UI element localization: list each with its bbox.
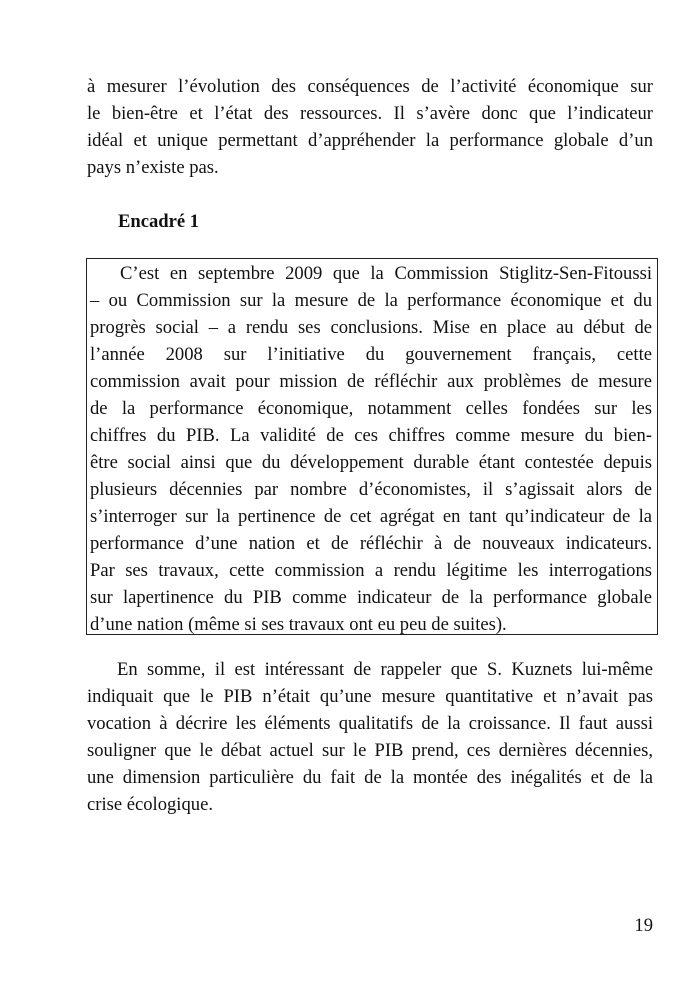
text-line: vocation à décrire les éléments qualitatifs de la croissance. Il faut aussi [87, 713, 653, 734]
text-line: de la performance économique, notamment celles fondées sur les [90, 398, 652, 419]
text-line: le bien-être et l’état des ressources. Il s’avère donc que l’indicateur [87, 103, 653, 124]
text-line: C’est en septembre 2009 que la Commission Stiglitz-Sen-Fitoussi [120, 263, 652, 284]
text-line: chiffres du PIB. La validité de ces chiffres comme mesure du bien- [90, 425, 652, 446]
text-line: performance d’une nation et de réfléchir à de nouveaux indicateurs. [90, 533, 652, 554]
paragraph-conclusion [87, 656, 653, 818]
text-line: crise écologique. [87, 794, 213, 815]
text-line: pays n’existe pas. [87, 157, 219, 178]
text-line: l’année 2008 sur l’initiative du gouvernement français, cette [90, 344, 652, 365]
text-line: progrès social – a rendu ses conclusions. Mise en place au début de [90, 317, 652, 338]
text-line: En somme, il est intéressant de rappeler que S. Kuznets lui-même [117, 659, 653, 680]
text-line: souligner que le débat actuel sur le PIB prend, ces dernières décennies, [87, 740, 653, 761]
text-line: idéal et unique permettant d’appréhender la performance globale d’un [87, 130, 653, 151]
text-line: Par ses travaux, cette commission a rendu légitime les interrogations [90, 560, 652, 581]
encadre-box-text [90, 260, 652, 638]
text-line: plusieurs décennies par nombre d’économistes, il s’agissait alors de [90, 479, 652, 500]
text-line: être social ainsi que du développement durable étant contestée depuis [90, 452, 652, 473]
text-line: – ou Commission sur la mesure de la performance économique et du [90, 290, 652, 311]
text-line: sur lapertinence du PIB comme indicateur de la performance globale [90, 587, 652, 608]
paragraph-intro [87, 73, 653, 181]
box-heading: Encadré 1 [118, 211, 200, 232]
text-line: à mesurer l’évolution des conséquences de l’activité économique sur [87, 76, 653, 97]
page-number: 19 [634, 915, 653, 936]
text-line: s’interroger sur la pertinence de cet agrégat en tant qu’indicateur de la [90, 506, 652, 527]
text-line: indiquait que le PIB n’était qu’une mesure quantitative et n’avait pas [87, 686, 653, 707]
text-line: d’une nation (même si ses travaux ont eu peu de suites). [90, 614, 507, 635]
text-line: une dimension particulière du fait de la montée des inégalités et de la [87, 767, 653, 788]
text-line: commission avait pour mission de réfléchir aux problèmes de mesure [90, 371, 652, 392]
